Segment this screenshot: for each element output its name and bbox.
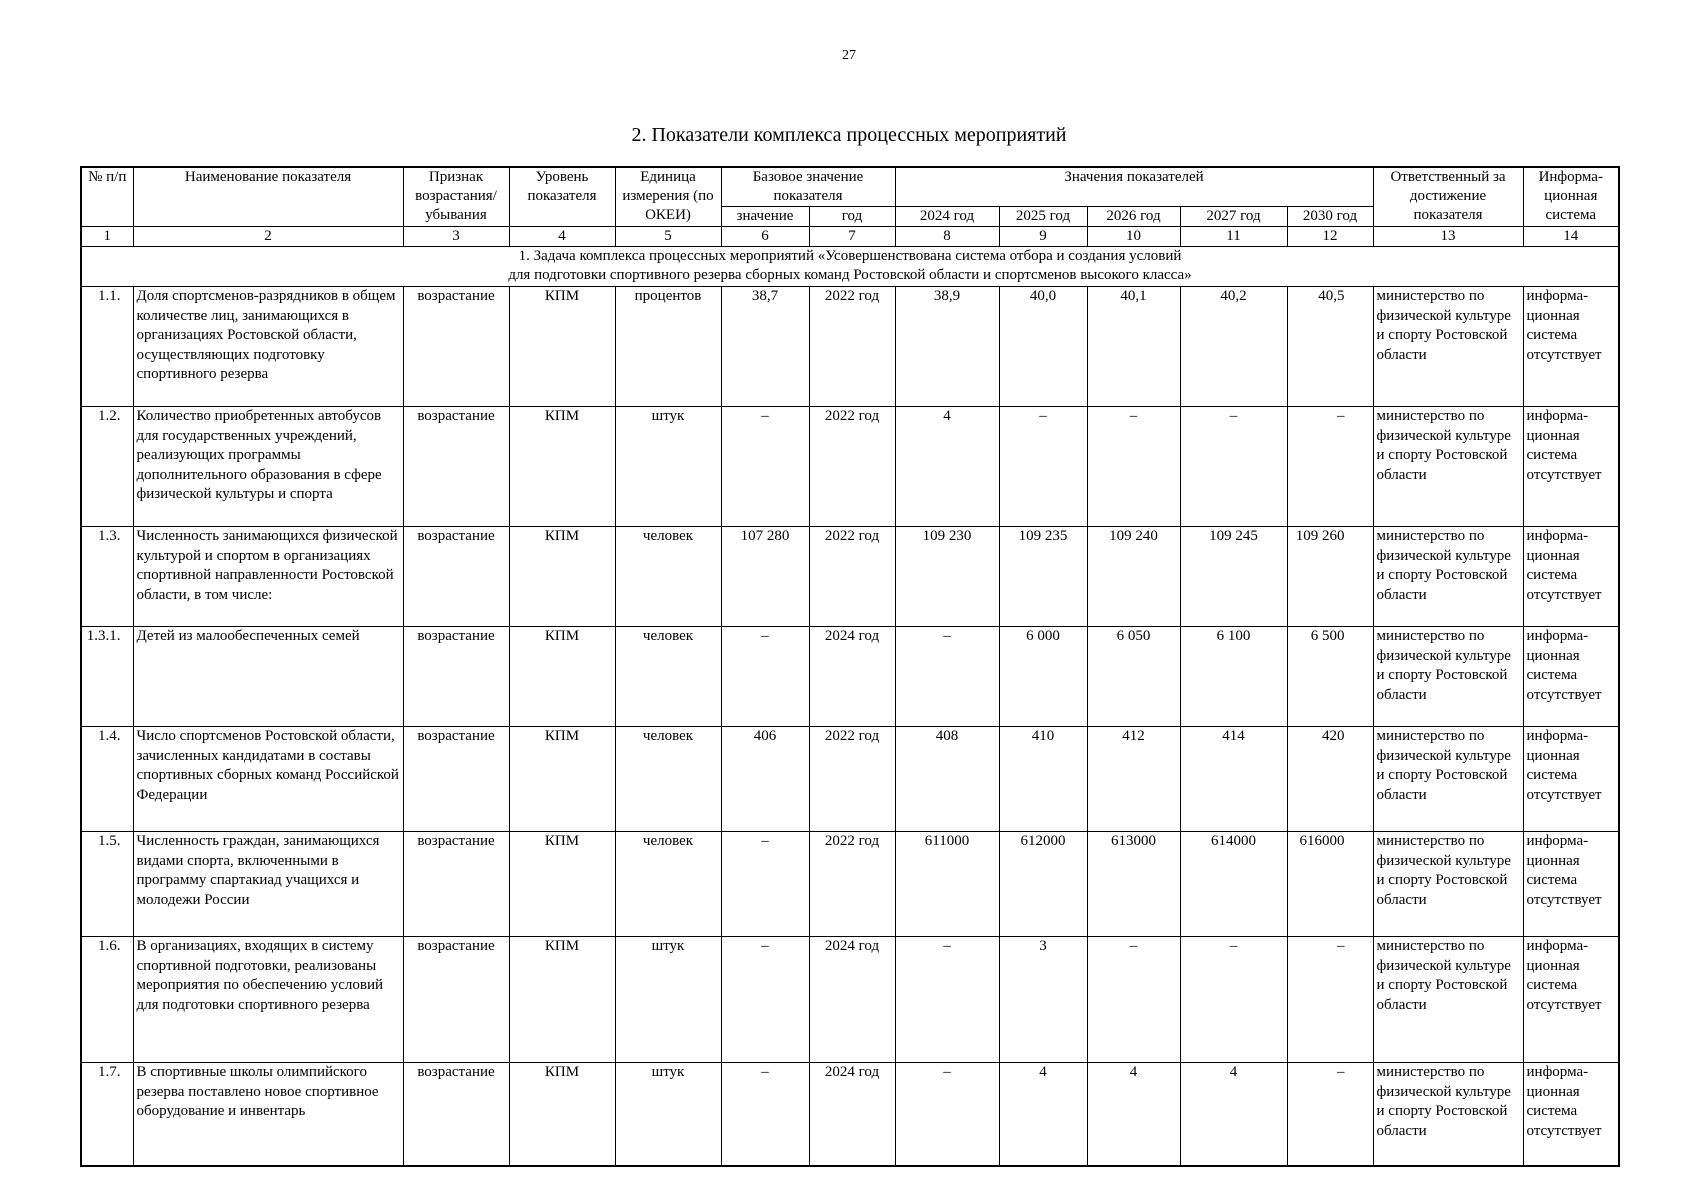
value-2030-cell: 109 260: [1287, 527, 1373, 627]
unit-cell: человек: [615, 832, 721, 937]
base-value-cell: 38,7: [721, 287, 809, 407]
base-year-cell: 2022 год: [809, 527, 895, 627]
level-cell: КПМ: [509, 627, 615, 727]
column-number: 13: [1373, 227, 1523, 247]
responsible-cell: министерство по физической культуре и спорту Ростовской области: [1373, 832, 1523, 937]
indicator-name: В спортивные школы олимпийского резерва поставлено новое спортивное оборудование и инвентарь: [133, 1063, 403, 1167]
indicator-name: Количество приобретенных автобусов для государственных учреждений, реализующих программы дополнительного образования в сфере физической культуры и спорта: [133, 407, 403, 527]
column-number: 2: [133, 227, 403, 247]
unit-cell: штук: [615, 1063, 721, 1167]
header-num: № п/п: [81, 167, 133, 227]
value-2024-cell: 38,9: [895, 287, 999, 407]
indicator-name: В организациях, входящих в систему спортивной подготовки, реализованы мероприятия по обеспечению условий для подготовки спортивного резерва: [133, 937, 403, 1063]
value-2027-cell: 414: [1180, 727, 1287, 832]
sign-cell: возрастание: [403, 627, 509, 727]
responsible-cell: министерство по физической культуре и спорту Ростовской области: [1373, 627, 1523, 727]
column-number: 6: [721, 227, 809, 247]
responsible-cell: министерство по физической культуре и спорту Ростовской области: [1373, 727, 1523, 832]
value-2027-cell: 6 100: [1180, 627, 1287, 727]
header-2024: 2024 год: [895, 207, 999, 227]
base-year-cell: 2022 год: [809, 407, 895, 527]
value-2025-cell: 410: [999, 727, 1087, 832]
table-row: [81, 287, 1619, 407]
infosys-cell: информа- ционная система отсутствует: [1523, 287, 1619, 407]
value-2026-cell: 412: [1087, 727, 1180, 832]
value-2025-cell: 6 000: [999, 627, 1087, 727]
task-title-line-1: 1. Задача комплекса процессных мероприятий «Усовершенствована система отбора и создания условий: [518, 248, 1182, 264]
infosys-cell: информа- ционная система отсутствует: [1523, 527, 1619, 627]
row-number: 1.2.: [81, 407, 133, 527]
column-number: 10: [1087, 227, 1180, 247]
header-responsible: Ответственный за достижение показателя: [1373, 167, 1523, 227]
row-number: 1.4.: [81, 727, 133, 832]
row-number: 1.3.1.: [81, 627, 133, 727]
base-value-cell: 406: [721, 727, 809, 832]
header-2027: 2027 год: [1180, 207, 1287, 227]
indicator-name: Численность занимающихся физической культурой и спортом в организациях спортивной направленности Ростовской области, в том числе:: [133, 527, 403, 627]
base-year-cell: 2024 год: [809, 627, 895, 727]
row-number: 1.3.: [81, 527, 133, 627]
base-year-cell: 2022 год: [809, 727, 895, 832]
row-number: 1.1.: [81, 287, 133, 407]
infosys-cell: информа- ционная система отсутствует: [1523, 627, 1619, 727]
unit-cell: человек: [615, 627, 721, 727]
unit-cell: человек: [615, 527, 721, 627]
header-unit: Единица измерения (по ОКЕИ): [615, 167, 721, 227]
header-name: Наименование показателя: [133, 167, 403, 227]
unit-cell: процентов: [615, 287, 721, 407]
infosys-cell: информа- ционная система отсутствует: [1523, 1063, 1619, 1167]
value-2024-cell: 4: [895, 407, 999, 527]
value-2024-cell: –: [895, 937, 999, 1063]
sign-cell: возрастание: [403, 1063, 509, 1167]
responsible-cell: министерство по физической культуре и спорту Ростовской области: [1373, 1063, 1523, 1167]
column-number: 4: [509, 227, 615, 247]
indicator-name: Детей из малообеспеченных семей: [133, 627, 403, 727]
base-year-cell: 2022 год: [809, 287, 895, 407]
responsible-cell: министерство по физической культуре и спорту Ростовской области: [1373, 287, 1523, 407]
value-2025-cell: –: [999, 407, 1087, 527]
value-2030-cell: 6 500: [1287, 627, 1373, 727]
value-2024-cell: 109 230: [895, 527, 999, 627]
level-cell: КПМ: [509, 937, 615, 1063]
value-2027-cell: –: [1180, 407, 1287, 527]
column-number: 12: [1287, 227, 1373, 247]
value-2025-cell: 3: [999, 937, 1087, 1063]
base-value-cell: –: [721, 1063, 809, 1167]
section-title: 2. Показатели комплекса процессных мероприятий: [631, 124, 1067, 146]
table-row: [81, 1063, 1619, 1167]
column-number: 11: [1180, 227, 1287, 247]
table-row: [81, 832, 1619, 937]
header-level: Уровень показателя: [509, 167, 615, 227]
task-title-line-2: для подготовки спортивного резерва сборных команд Ростовской области и спортсменов высокого класса»: [508, 267, 1192, 283]
header-base-value: значение: [721, 207, 809, 227]
unit-cell: штук: [615, 937, 721, 1063]
header-base-year: год: [809, 207, 895, 227]
value-2030-cell: 420: [1287, 727, 1373, 832]
unit-cell: штук: [615, 407, 721, 527]
header-2030: 2030 год: [1287, 207, 1373, 227]
value-2030-cell: 40,5: [1287, 287, 1373, 407]
level-cell: КПМ: [509, 527, 615, 627]
base-value-cell: –: [721, 832, 809, 937]
base-value-cell: –: [721, 937, 809, 1063]
infosys-cell: информа- ционная система отсутствует: [1523, 832, 1619, 937]
value-2027-cell: 4: [1180, 1063, 1287, 1167]
row-number: 1.5.: [81, 832, 133, 937]
sign-cell: возрастание: [403, 527, 509, 627]
value-2024-cell: –: [895, 1063, 999, 1167]
column-number: 14: [1523, 227, 1619, 247]
indicators-table: [80, 166, 1620, 1167]
value-2030-cell: –: [1287, 937, 1373, 1063]
column-number: 1: [81, 227, 133, 247]
value-2026-cell: –: [1087, 407, 1180, 527]
sign-cell: возрастание: [403, 832, 509, 937]
row-number: 1.6.: [81, 937, 133, 1063]
base-year-cell: 2024 год: [809, 1063, 895, 1167]
value-2026-cell: 4: [1087, 1063, 1180, 1167]
base-value-cell: –: [721, 407, 809, 527]
value-2025-cell: 109 235: [999, 527, 1087, 627]
column-number: 7: [809, 227, 895, 247]
column-number: 9: [999, 227, 1087, 247]
unit-cell: человек: [615, 727, 721, 832]
column-number: 8: [895, 227, 999, 247]
page-number: 27: [842, 48, 856, 63]
table-row: [81, 727, 1619, 832]
base-year-cell: 2024 год: [809, 937, 895, 1063]
infosys-cell: информа- ционная система отсутствует: [1523, 727, 1619, 832]
value-2026-cell: 6 050: [1087, 627, 1180, 727]
header-values: Значения показателей: [895, 167, 1373, 207]
level-cell: КПМ: [509, 287, 615, 407]
sign-cell: возрастание: [403, 937, 509, 1063]
responsible-cell: министерство по физической культуре и спорту Ростовской области: [1373, 937, 1523, 1063]
value-2026-cell: 109 240: [1087, 527, 1180, 627]
level-cell: КПМ: [509, 1063, 615, 1167]
sign-cell: возрастание: [403, 407, 509, 527]
level-cell: КПМ: [509, 727, 615, 832]
value-2027-cell: 614000: [1180, 832, 1287, 937]
header-2026: 2026 год: [1087, 207, 1180, 227]
level-cell: КПМ: [509, 832, 615, 937]
table-row: [81, 527, 1619, 627]
column-numbers-row: [81, 227, 1619, 247]
sign-cell: возрастание: [403, 727, 509, 832]
value-2030-cell: –: [1287, 407, 1373, 527]
task-row: [81, 247, 1619, 287]
column-number: 3: [403, 227, 509, 247]
value-2026-cell: –: [1087, 937, 1180, 1063]
indicator-name: Число спортсменов Ростовской области, зачисленных кандидатами в составы спортивных сборных команд Российской Федерации: [133, 727, 403, 832]
level-cell: КПМ: [509, 407, 615, 527]
base-value-cell: –: [721, 627, 809, 727]
row-number: 1.7.: [81, 1063, 133, 1167]
value-2024-cell: 408: [895, 727, 999, 832]
value-2030-cell: 616000: [1287, 832, 1373, 937]
indicator-name: Численность граждан, занимающихся видами спорта, включенными в программу спартакиад учащихся и молодежи России: [133, 832, 403, 937]
column-number: 5: [615, 227, 721, 247]
value-2030-cell: –: [1287, 1063, 1373, 1167]
infosys-cell: информа- ционная система отсутствует: [1523, 407, 1619, 527]
responsible-cell: министерство по физической культуре и спорту Ростовской области: [1373, 407, 1523, 527]
value-2024-cell: –: [895, 627, 999, 727]
value-2024-cell: 611000: [895, 832, 999, 937]
responsible-cell: министерство по физической культуре и спорту Ростовской области: [1373, 527, 1523, 627]
value-2025-cell: 40,0: [999, 287, 1087, 407]
header-sign: Признак возрастания/ убывания: [403, 167, 509, 227]
base-value-cell: 107 280: [721, 527, 809, 627]
value-2026-cell: 40,1: [1087, 287, 1180, 407]
value-2026-cell: 613000: [1087, 832, 1180, 937]
table-row: [81, 937, 1619, 1063]
indicator-name: Доля спортсменов-разрядников в общем количестве лиц, занимающихся в организациях Ростовской области, осуществляющих подготовку спортивного резерва: [133, 287, 403, 407]
table-row: [81, 627, 1619, 727]
value-2025-cell: 612000: [999, 832, 1087, 937]
header-2025: 2025 год: [999, 207, 1087, 227]
value-2027-cell: 109 245: [1180, 527, 1287, 627]
value-2027-cell: 40,2: [1180, 287, 1287, 407]
infosys-cell: информа- ционная система отсутствует: [1523, 937, 1619, 1063]
header-base: Базовое значение показателя: [721, 167, 895, 207]
header-infosys: Информа- ционная система: [1523, 167, 1619, 227]
sign-cell: возрастание: [403, 287, 509, 407]
table-row: [81, 407, 1619, 527]
base-year-cell: 2022 год: [809, 832, 895, 937]
value-2027-cell: –: [1180, 937, 1287, 1063]
value-2025-cell: 4: [999, 1063, 1087, 1167]
